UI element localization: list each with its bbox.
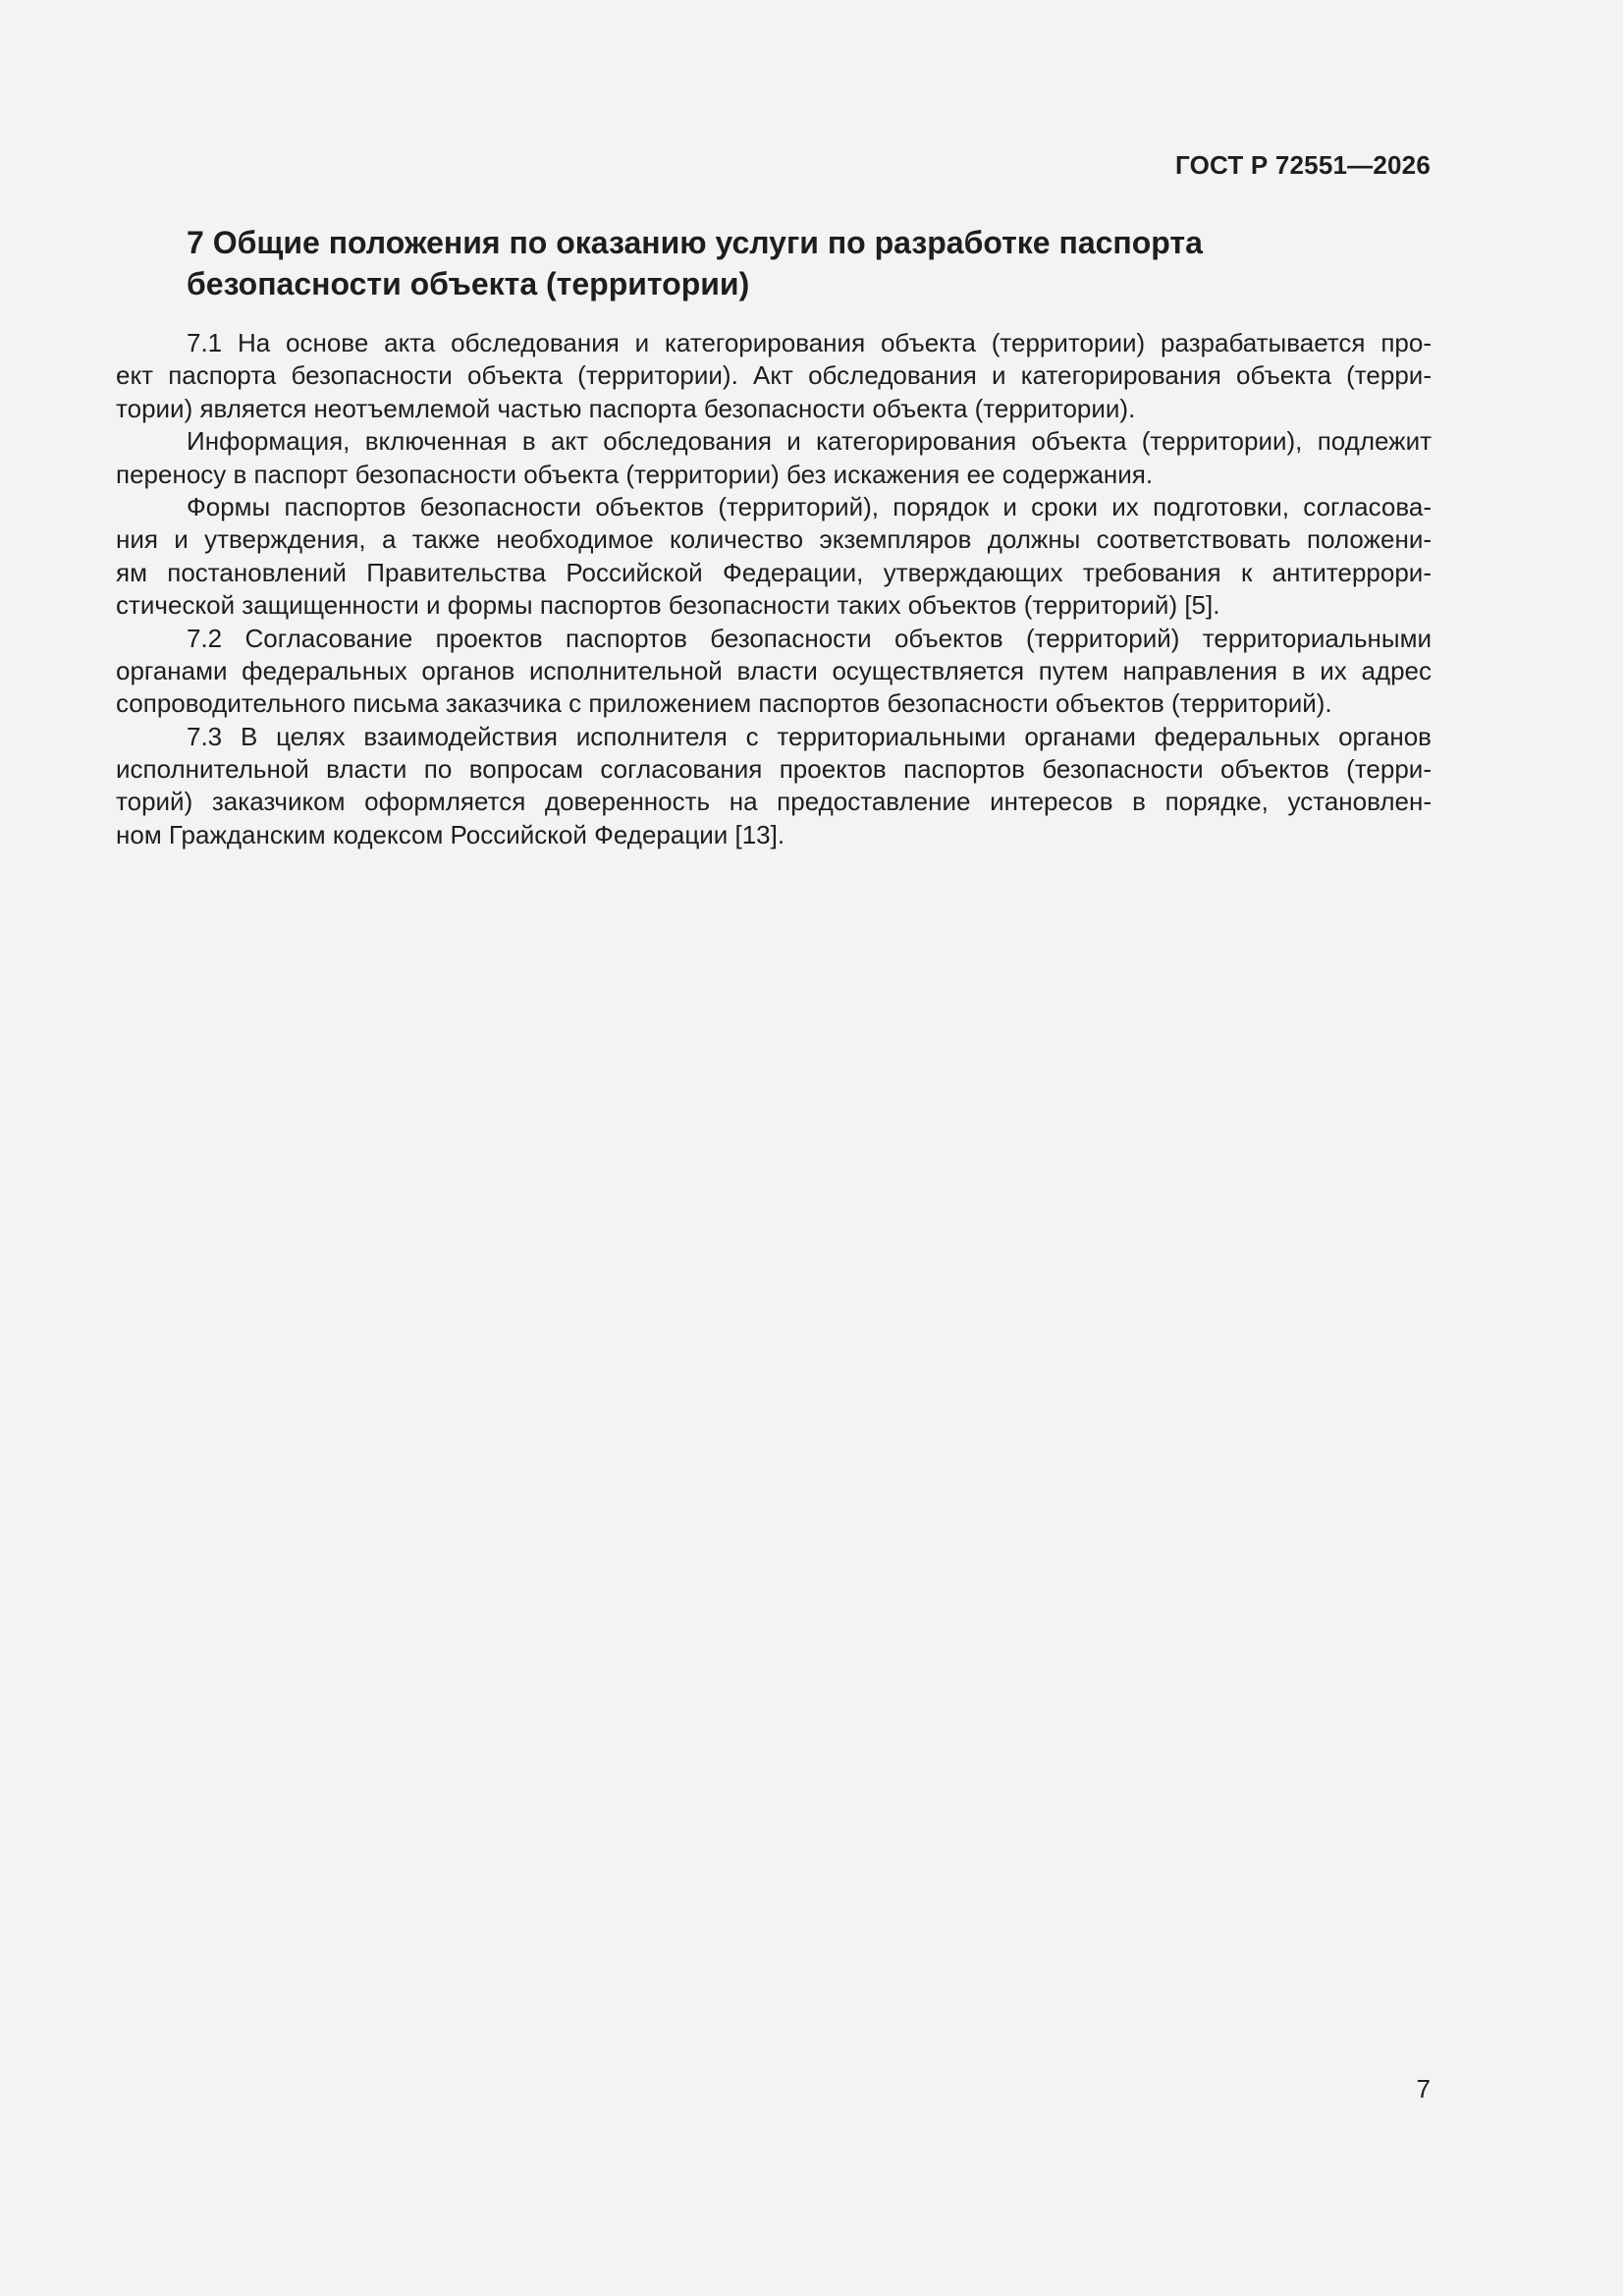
text-line: исполнительной власти по вопросам согласования проектов паспортов безопасности объектов (терри-	[116, 754, 1432, 785]
text-line: переносу в паспорт безопасности объекта (территории) без искажения ее содержания.	[116, 459, 1154, 489]
page-number: 7	[1416, 2074, 1431, 2104]
paragraph-forms	[116, 491, 1432, 623]
section-title-line: безопасности объекта (территории)	[187, 266, 750, 301]
text-line: тории) является неотъемлемой частью паспорта безопасности объекта (территории).	[116, 393, 1136, 423]
paragraph-information	[116, 425, 1432, 491]
document-code: ГОСТ Р 72551—2026	[1175, 150, 1431, 180]
text-line: ект паспорта безопасности объекта (территории). Акт обследования и категорирования объекта (терри-	[116, 360, 1432, 391]
paragraph-7-1	[116, 327, 1432, 425]
body-text	[116, 327, 1432, 851]
text-line: стической защищенности и формы паспортов безопасности таких объектов (территорий) [5].	[116, 590, 1220, 621]
text-line: ния и утверждения, а также необходимое количество экземпляров должны соответствовать положени-	[116, 524, 1432, 555]
text-line: ям постановлений Правительства Российской Федерации, утверждающих требования к антитеррори-	[116, 557, 1432, 587]
section-title-line: 7 Общие положения по оказанию услуги по разработке паспорта	[187, 225, 1203, 260]
text-line: Формы паспортов безопасности объектов (территорий), порядок и сроки их подготовки, согласова-	[187, 491, 1432, 521]
paragraph-7-3	[116, 721, 1432, 852]
text-line: Информация, включенная в акт обследования и категорирования объекта (территории), подлежит	[187, 426, 1432, 457]
text-line: торий) заказчиком оформляется доверенность на предоставление интересов в порядке, установлен-	[116, 787, 1432, 817]
paragraph-7-2	[116, 623, 1432, 721]
text-line: органами федеральных органов исполнительной власти осуществляется путем направления в их адрес	[116, 655, 1432, 685]
text-line: ном Гражданским кодексом Российской Федерации [13].	[116, 819, 785, 849]
text-line: 7.1 На основе акта обследования и категорирования объекта (территории) разрабатывается про-	[187, 328, 1432, 357]
text-line: 7.3 В целях взаимодействия исполнителя с территориальными органами федеральных органов	[187, 721, 1432, 751]
text-line: сопроводительного письма заказчика с приложением паспортов безопасности объектов (территорий).	[116, 688, 1332, 719]
text-line: 7.2 Согласование проектов паспортов безопасности объектов (территорий) территориальными	[187, 623, 1432, 653]
section-title	[187, 222, 1296, 304]
